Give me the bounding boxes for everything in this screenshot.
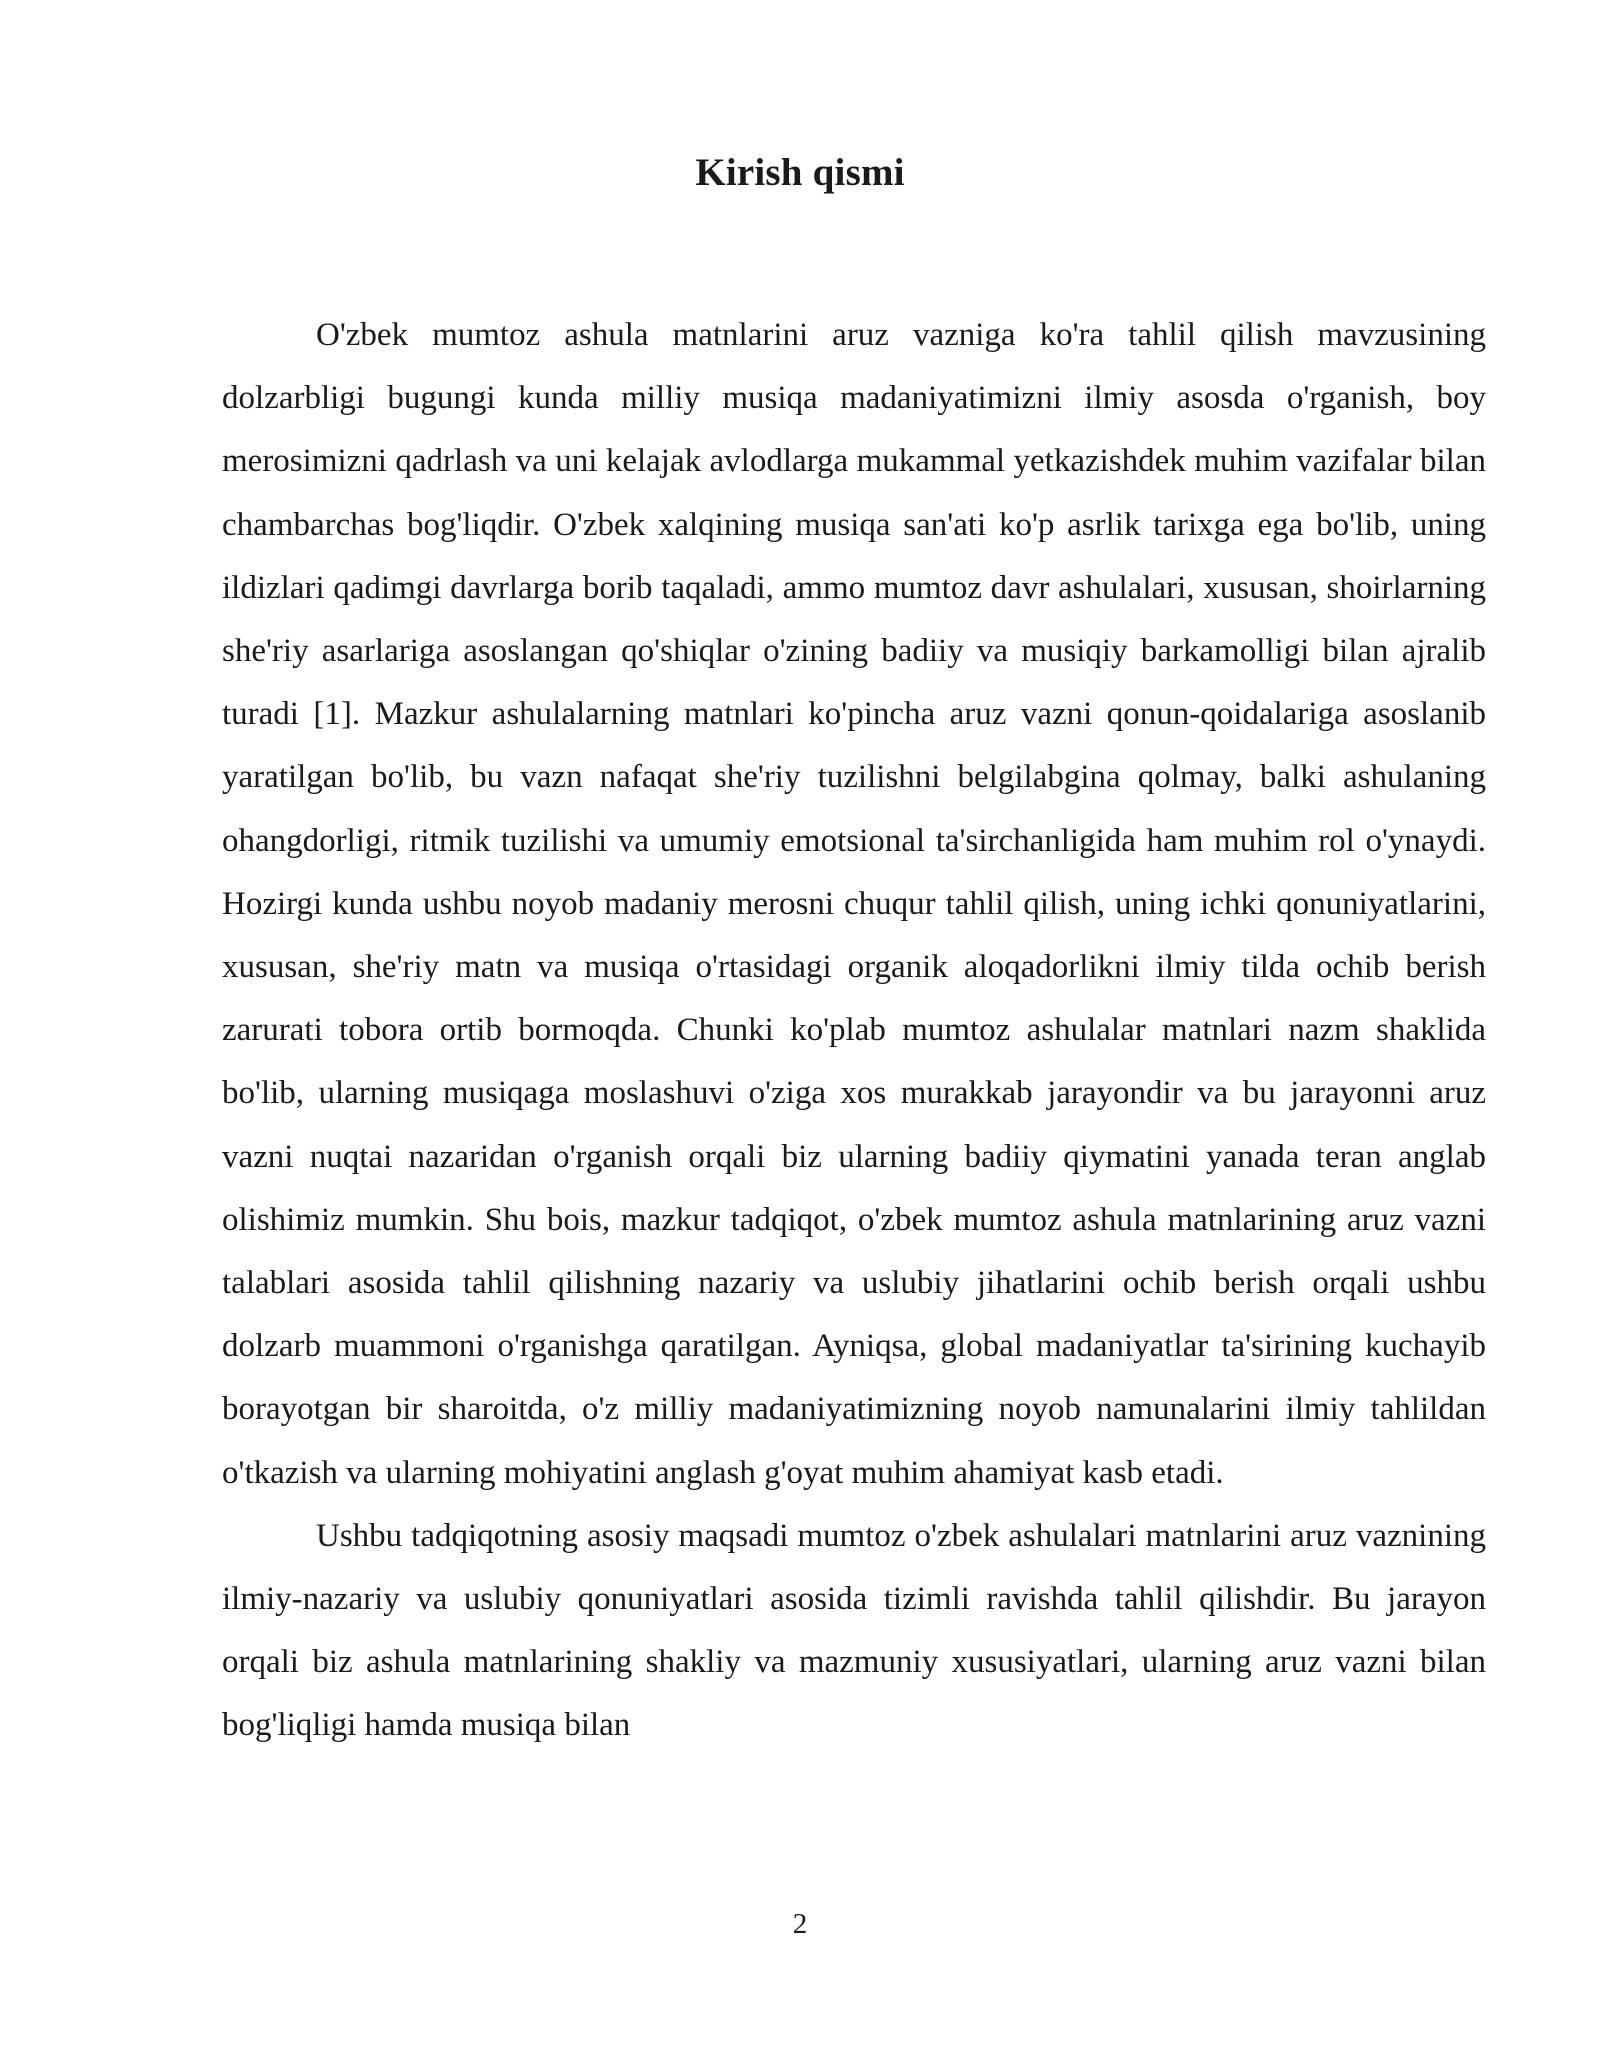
page-number: 2 (792, 1908, 808, 1940)
paragraph-2: Ushbu tadqiqotning asosiy maqsadi mumtoz o'zbek ashulalari matnlarini aruz vaznining ilmiy-nazariy va uslubiy qonuniyatlari asosida tizimli ravishda tahlil qilishdir. Bu jarayon orqali biz ashula matnlarining shakliy va mazmuniy xususiyatlari, ularning aruz vazni bilan bog'liqligi hamda musiqa bilan (222, 1517, 1486, 1744)
paragraph-1: O'zbek mumtoz ashula matnlarini aruz vazniga ko'ra tahlil qilish mavzusining dolzarbligi bugungi kunda milliy musiqa madaniyatimizni ilmiy asosda o'rganish, boy merosimizni qadrlash va uni kelajak avlodlarga mukammal yetkazishdek muhim vazifalar bilan chambarchas bog'liqdir. O'zbek xalqining musiqa san'ati ko'p asrlik tarixga ega bo'lib, uning ildizlari qadimgi davrlarga borib taqaladi, ammo mumtoz davr ashulalari, xususan, shoirlarning she'riy asarlariga asoslangan qo'shiqlar o'zining badiiy va musiqiy barkamolligi bilan ajralib turadi [1]. Mazkur ashulalarning matnlari ko'pincha aruz vazni qonun-qoidalariga asoslanib yaratilgan bo'lib, bu vazn nafaqat she'riy tuzilishni belgilabgina qolmay, balki ashulaning ohangdorligi, ritmik tuzilishi va umumiy emotsional ta'sirchanligida ham muhim rol o'ynaydi. Hozirgi kunda ushbu noyob madaniy merosni chuqur tahlil qilish, uning ichki qonuniyatlarini, xususan, she'riy matn va musiqa o'rtasidagi organik aloqadorlikni ilmiy tilda ochib berish zarurati tobora ortib bormoqda. Chunki ko'plab mumtoz ashulalar matnlari nazm shaklida bo'lib, ularning musiqaga moslashuvi o'ziga xos murakkab jarayondir va bu jarayonni aruz vazni nuqtai nazaridan o'rganish orqali biz ularning badiiy qiymatini yanada teran anglab olishimiz mumkin. Shu bois, mazkur tadqiqot, o'zbek mumtoz ashula matnlarining aruz vazni talablari asosida tahlil qilishning nazariy va uslubiy jihatlarini ochib berish orqali ushbu dolzarb muammoni o'rganishga qaratilgan. Ayniqsa, global madaniyatlar ta'sirining kuchayib borayotgan bir sharoitda, o'z milliy madaniyatimizning noyob namunalarini ilmiy tahlildan o'tkazish va ularning mohiyatini anglash g'oyat muhim ahamiyat kasb etadi. (222, 317, 1486, 1491)
body-text (222, 304, 1486, 1758)
section-title: Kirish qismi (695, 151, 905, 194)
